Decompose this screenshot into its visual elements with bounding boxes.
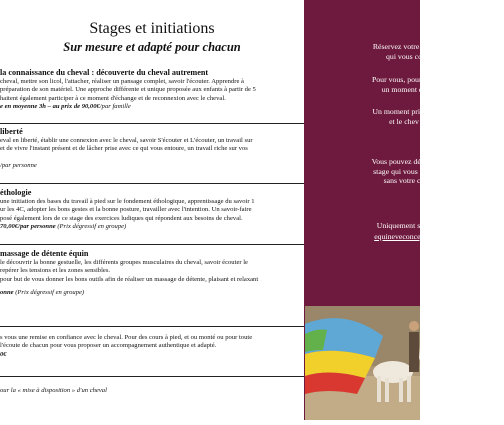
section-ethology [0, 188, 304, 232]
section-title: la connaissance du cheval : découverte du cheval autrement [0, 68, 209, 77]
sidebar-privileged-text: Un moment privilég et le chev [372, 107, 436, 126]
section-price: onne (Prix dégressif en groupe) [0, 289, 85, 297]
sidebar-only-text: Uniquement sur r [376, 221, 432, 230]
section-body: eval en liberté, établir une connexion avec le cheval, savoir S'écouter et L'écouter, un travail sur et de vivre l'instant présent et de lâcher prise avec ce qui vous entoure, un travail riche sur vos [0, 137, 253, 153]
section-divider [0, 123, 304, 124]
horse-photo-illustration [305, 306, 420, 420]
section-price: e en moyenne 3h – au prix de 90,00€/par famille [0, 103, 131, 111]
section-body: une initiation des bases du travail à pied sur le fondement éthologique, apprentissage du savoir 1 ur les 4C, adopter les bons gestes et la bonne posture, travailler avec l'intention. Un savoir-faire posé également lors de ce stage des exercices ludiques qui répondent aux besoins de cheval. [0, 198, 255, 222]
section-massage [0, 249, 304, 298]
section-price: 70,00€/par personne (Prix dégressif en groupe) [0, 223, 127, 231]
sidebar-booking-text: Réservez votre séan qui vous co [372, 42, 436, 61]
section-divider [0, 376, 304, 377]
section-divider [0, 326, 304, 327]
section-divider [0, 244, 304, 245]
section-price: /par personne [0, 161, 37, 169]
section-body: s vous une remise en confiance avec le cheval. Pour des cours à pied, et ou monté ou pour toute l'écoute de chacun pour vous proposer un accompagnement authentique et adapté. [0, 334, 253, 350]
section-confidence [0, 334, 304, 359]
section-price: our la « mise à disposition » d'un cheval [0, 387, 107, 394]
section-title: éthologie [0, 188, 32, 197]
section-body: le découvrir la bonne gestuelle, les différents groupes musculaires du cheval, savoir écouter le repérer les tensions et les zones sensibles. pour but de vous donner les bons outils afin de réaliser un massage de détente, plaisant et relaxant [0, 259, 259, 283]
section-divider [0, 183, 304, 184]
section-body: cheval, mettre son licol, l'attacher, réaliser un pansage complet, savoir l'écouter. Apprendre à préparation de son matériel. Une approche différente et unique proposée aux enfants à partir de 5 haitent également participer à ce moment d'échange et de reconnexion avec le cheval. [0, 78, 256, 102]
section-liberty [0, 127, 304, 170]
page-subtitle: Sur mesure et adapté pour chacun [63, 40, 241, 54]
section-horse-rental [0, 387, 304, 395]
page-title: Stages et initiations [89, 20, 215, 37]
section-title: liberté [0, 127, 23, 136]
horse-photo [305, 306, 420, 420]
sidebar-choose-text: Vous pouvez désorm stage qui vous conv sans votre ch [371, 157, 437, 185]
section-title: massage de détente équin [0, 249, 89, 258]
sidebar-moment-text: Pour vous, pour votr un moment en [371, 75, 437, 94]
contact-email-link[interactable]: equineveconcept@ [374, 232, 434, 241]
section-price: 0€ [0, 350, 7, 358]
section-horse-knowledge [0, 68, 304, 112]
